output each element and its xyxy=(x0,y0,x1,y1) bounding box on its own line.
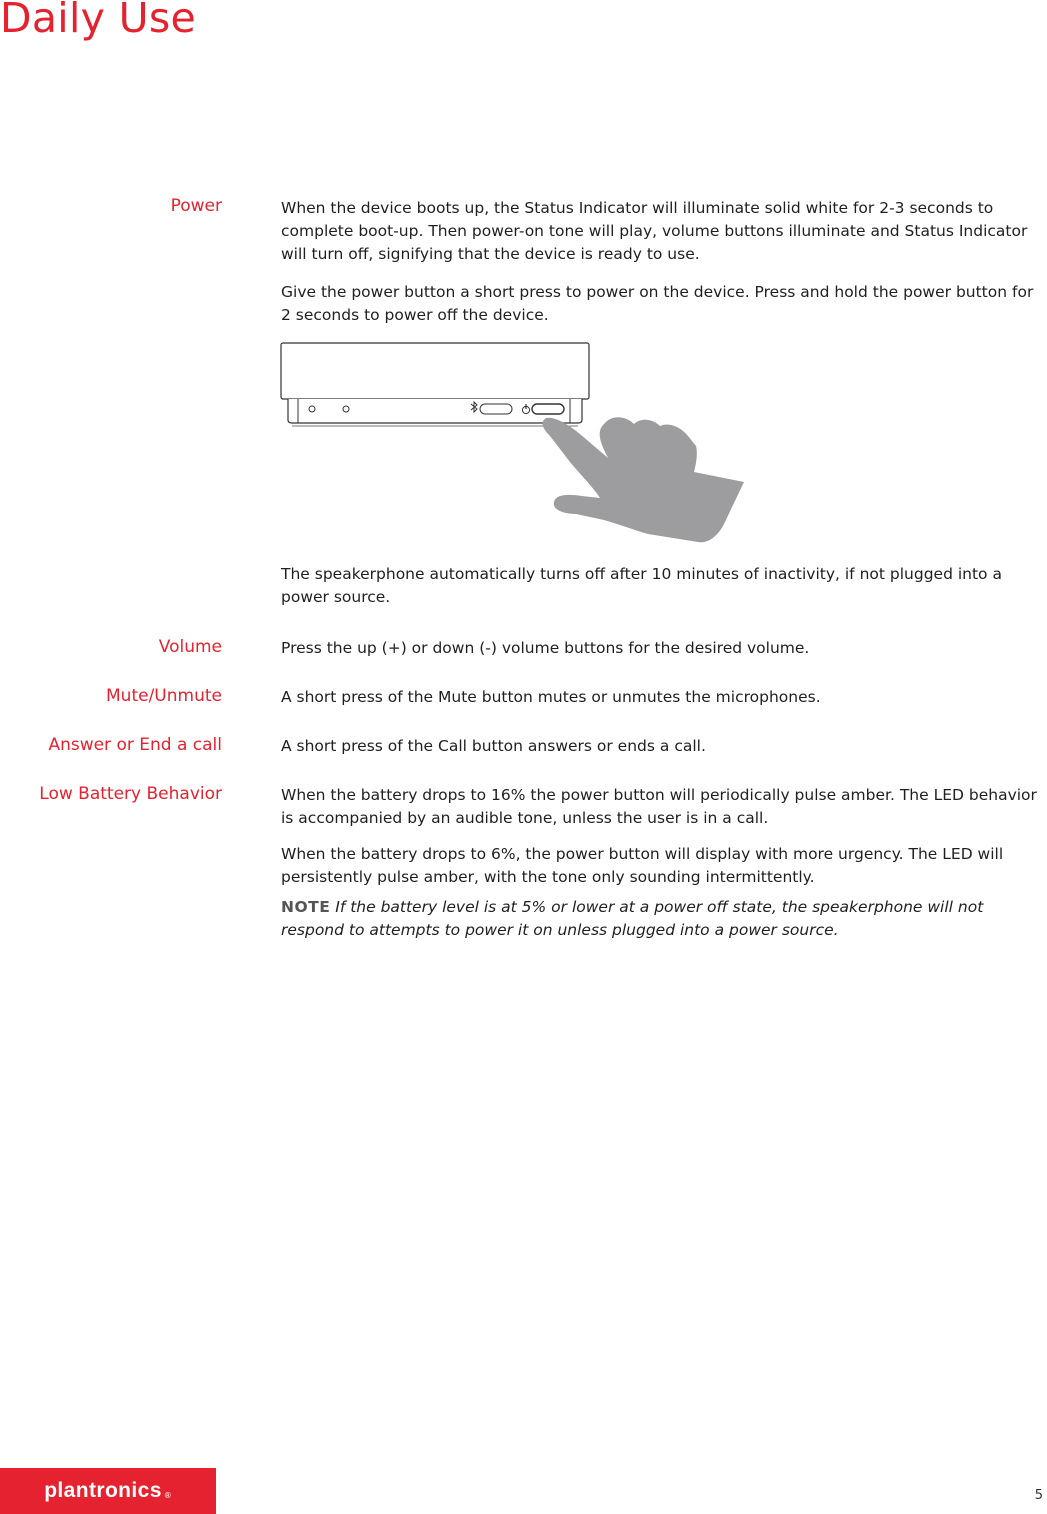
speakerphone-illustration xyxy=(278,338,748,552)
brand-wordmark: plantronics xyxy=(44,1479,162,1502)
note-text: If the battery level is at 5% or lower at a power off state, the speakerphone will not respond to attempts to power it on unless plugged into a power source. xyxy=(281,898,984,939)
power-paragraph-1: When the device boots up, the Status Indicator will illuminate solid white for 2-3 seconds to complete boot-up. Then power-on tone will play, volume buttons illuminate and Status Indicator will turn off, signifying that the device is ready to use. xyxy=(281,199,1028,263)
volume-paragraph: Press the up (+) or down (-) volume buttons for the desired volume. xyxy=(281,639,810,657)
battery-paragraph-1: When the battery drops to 16% the power button will periodically pulse amber. The LED behavior is accompanied by an audible tone, unless the user is in a call. xyxy=(281,786,1037,827)
note-label: NOTE xyxy=(281,898,331,916)
battery-paragraph-2: When the battery drops to 6%, the power button will display with more urgency. The LED will persistently pulse amber, with the tone only sounding intermittently. xyxy=(281,845,1004,886)
call-paragraph: A short press of the Call button answers or ends a call. xyxy=(281,737,706,755)
battery-note xyxy=(281,896,1047,942)
registered-mark: ® xyxy=(163,1491,172,1500)
power-paragraph-3: The speakerphone automatically turns off after 10 minutes of inactivity, if not plugged into a power source. xyxy=(281,565,1002,606)
brand-logo xyxy=(0,1468,216,1514)
page-number: 5 xyxy=(1034,1488,1043,1503)
page-title: Daily Use xyxy=(0,0,197,42)
section-label-call: Answer or End a call xyxy=(48,735,222,755)
section-label-volume: Volume xyxy=(158,637,222,657)
section-label-battery: Low Battery Behavior xyxy=(39,784,222,804)
section-label-mute: Mute/Unmute xyxy=(106,686,222,706)
power-paragraph-2: Give the power button a short press to power on the device. Press and hold the power button for 2 seconds to power off the device. xyxy=(281,283,1034,324)
hand-pointer-icon xyxy=(543,417,744,542)
section-label-power: Power xyxy=(170,196,222,216)
mute-paragraph: A short press of the Mute button mutes or unmutes the microphones. xyxy=(281,688,821,706)
